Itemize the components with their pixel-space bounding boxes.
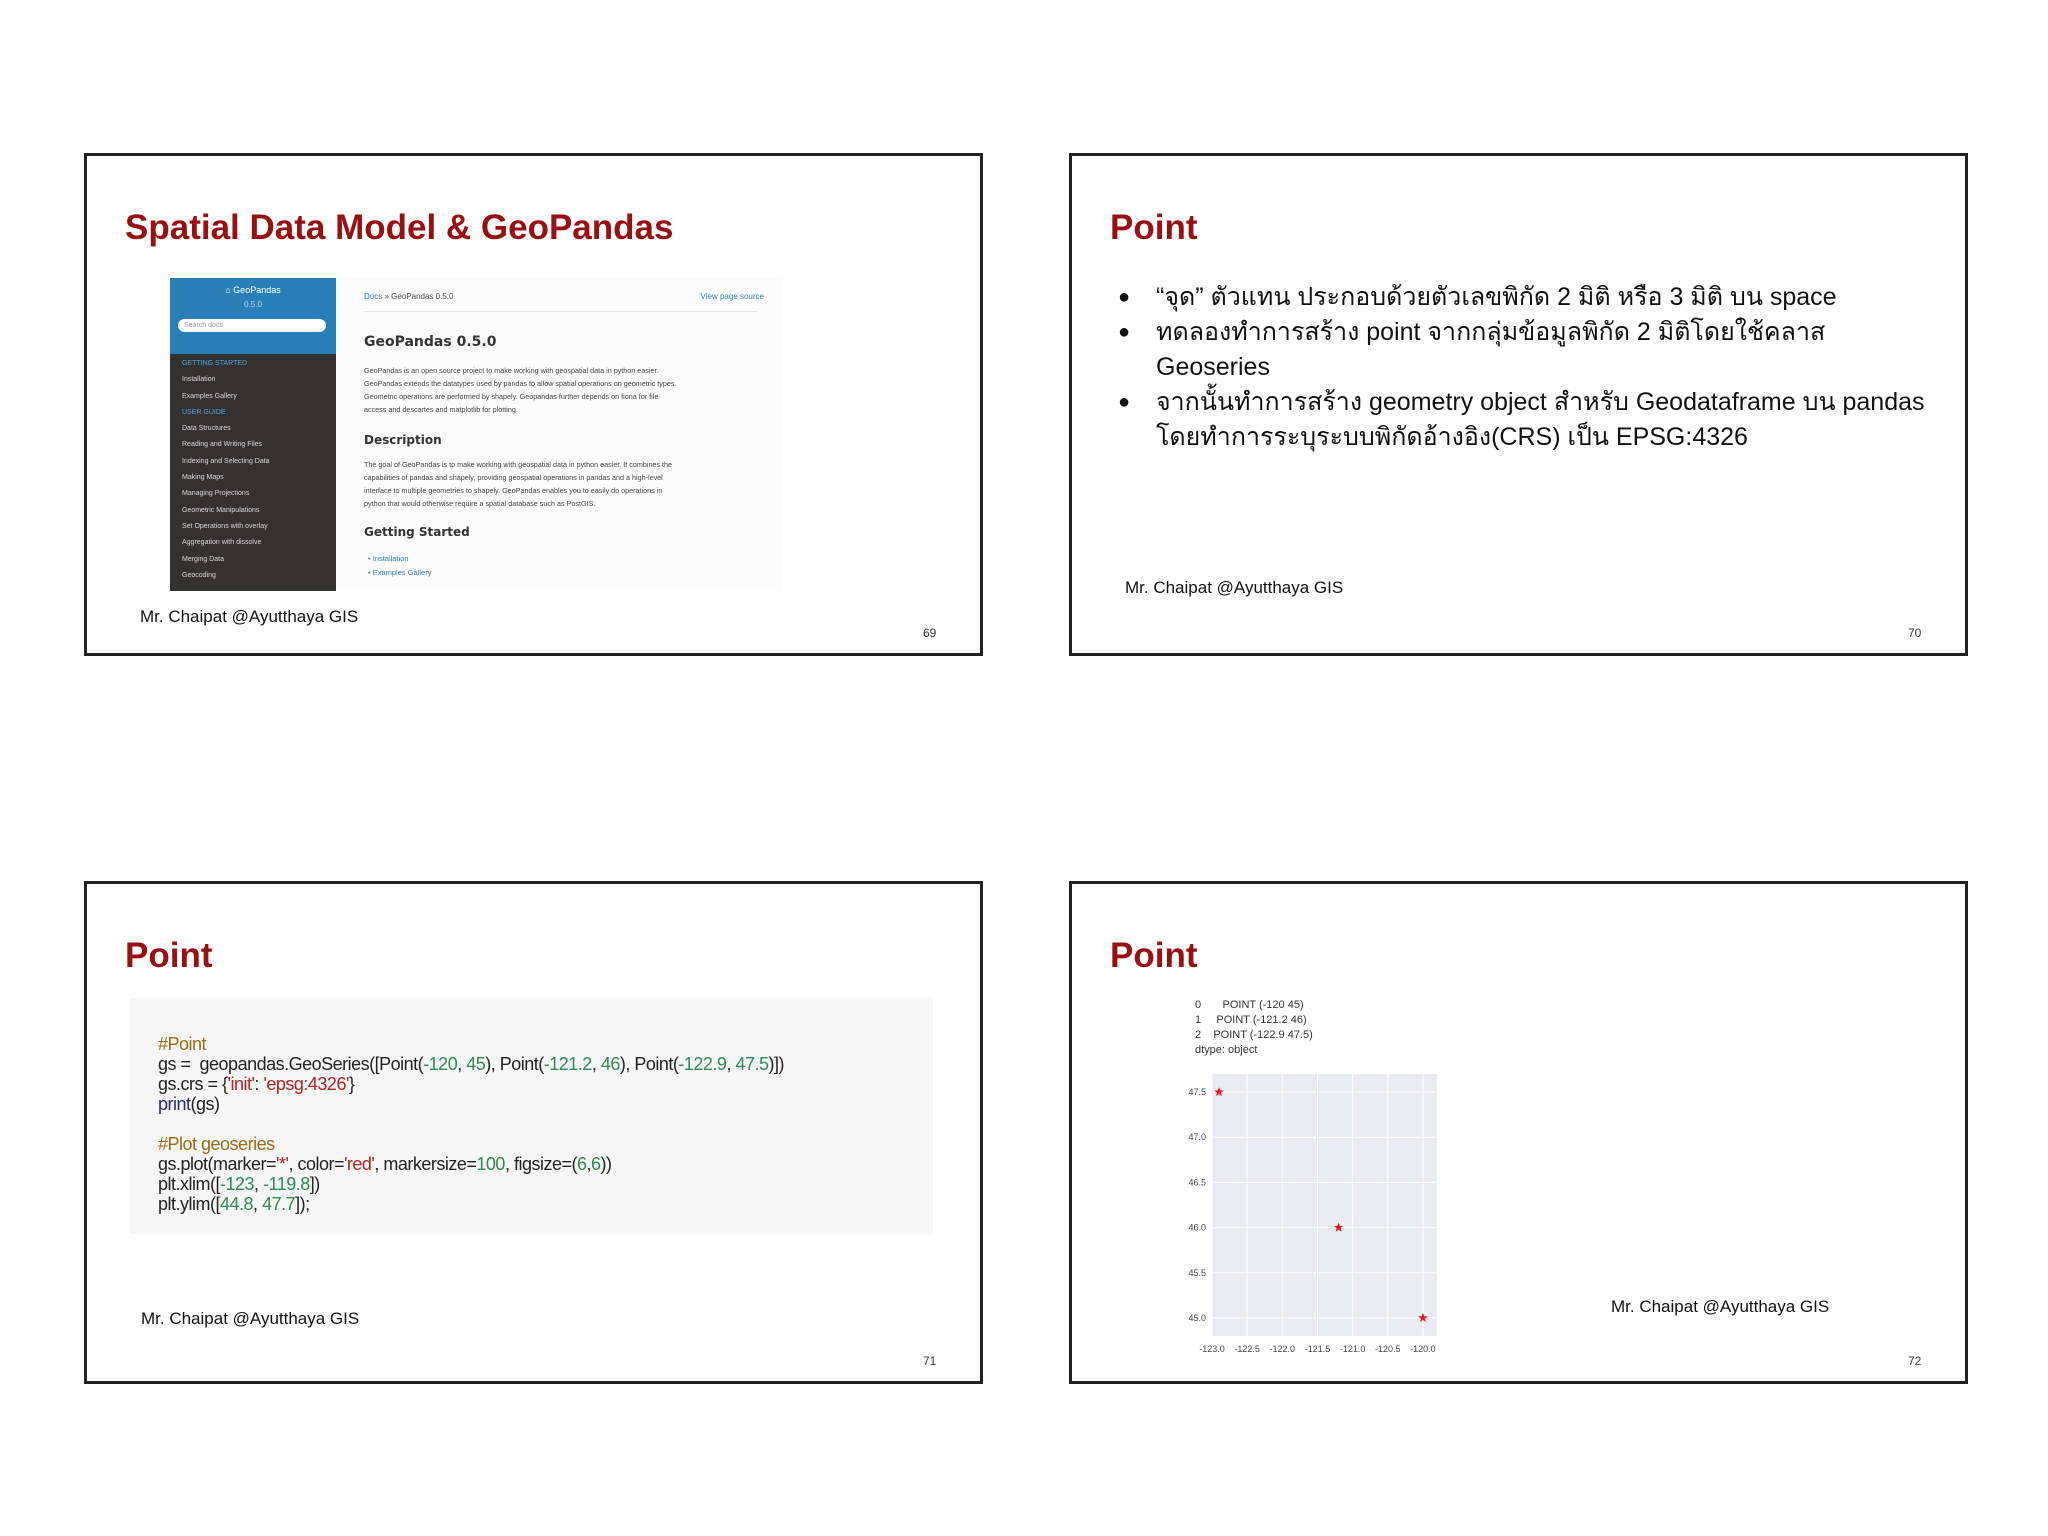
scatter-chart bbox=[1168, 1074, 1438, 1364]
docs-nav-item[interactable]: Managing Projections bbox=[182, 490, 250, 498]
code-number: 47.7 bbox=[262, 1194, 296, 1214]
code-string: 'epsg:4326' bbox=[263, 1074, 349, 1094]
slide-author: Mr. Chaipat @Ayutthaya GIS bbox=[1611, 1297, 1830, 1316]
code-line bbox=[158, 1034, 784, 1054]
code-token: gs.crs = { bbox=[158, 1074, 228, 1094]
output-line: 2 POINT (-122.9 47.5) bbox=[1195, 1029, 1313, 1041]
docs-intro-line: access and descartes and matplotlib for plotting. bbox=[364, 405, 518, 414]
code-token: , bbox=[254, 1174, 264, 1194]
docs-description-line: interface to multiple geometries to shapely. GeoPandas enables you to easily do operations in bbox=[364, 486, 663, 495]
docs-intro-line: Geometric operations are performed by shapely. Geopandas further depends on fiona for file bbox=[364, 392, 659, 401]
code-token: } bbox=[348, 1074, 355, 1094]
page-number: 70 bbox=[1908, 626, 1922, 640]
x-tick-label: -121.5 bbox=[1304, 1344, 1331, 1354]
code-token: , bbox=[253, 1194, 263, 1214]
slide-69 bbox=[84, 153, 983, 656]
docs-nav-item[interactable]: Installation bbox=[182, 376, 216, 384]
page-number: 71 bbox=[923, 1354, 937, 1368]
docs-nav-item[interactable]: Making Maps bbox=[182, 474, 224, 482]
code-number: -121.2 bbox=[543, 1054, 592, 1074]
code-string: 'init' bbox=[227, 1074, 255, 1094]
y-tick-label: 47.0 bbox=[1188, 1132, 1206, 1143]
code-function: print bbox=[158, 1094, 191, 1114]
code-number: -119.8 bbox=[263, 1174, 310, 1194]
docs-link-examples-gallery[interactable]: • Examples Gallery bbox=[368, 568, 432, 577]
code-line bbox=[158, 1154, 784, 1174]
x-tick-label: -120.5 bbox=[1375, 1344, 1401, 1354]
slide-title: Point bbox=[1110, 936, 1198, 975]
docs-nav-item[interactable]: Reading and Writing Files bbox=[182, 441, 263, 449]
code-string: 'red' bbox=[343, 1154, 375, 1174]
code-token: ]); bbox=[295, 1194, 310, 1214]
y-tick-label: 45.5 bbox=[1188, 1267, 1206, 1278]
code-token: )) bbox=[600, 1154, 612, 1174]
geopandas-docs-screenshot bbox=[170, 278, 781, 591]
page-number: 72 bbox=[1908, 1354, 1922, 1368]
docs-nav bbox=[182, 356, 332, 584]
code-token: )]) bbox=[768, 1054, 785, 1074]
slide-title: Point bbox=[1110, 208, 1198, 247]
code-token: , bbox=[591, 1054, 601, 1074]
code-number: 100 bbox=[476, 1154, 505, 1174]
docs-nav-item[interactable]: Aggregation with dissolve bbox=[182, 539, 262, 547]
code-number: -120 bbox=[423, 1054, 458, 1074]
slide-title: Point bbox=[125, 936, 213, 975]
bullet-item bbox=[1112, 315, 1932, 385]
slide-72 bbox=[1069, 881, 1968, 1384]
docs-description bbox=[364, 458, 758, 510]
breadcrumb-docs-link[interactable]: Docs bbox=[364, 292, 383, 301]
docs-nav-caption: GETTING STARTED bbox=[182, 360, 248, 367]
docs-link-installation[interactable]: • Installation bbox=[368, 554, 409, 563]
docs-heading: GeoPandas 0.5.0 bbox=[364, 334, 497, 350]
code-token: , color= bbox=[288, 1154, 344, 1174]
code-blank-line bbox=[158, 1114, 784, 1134]
docs-brand bbox=[170, 278, 336, 354]
docs-version: 0.5.0 bbox=[244, 300, 262, 309]
slide-70 bbox=[1069, 153, 1968, 656]
y-tick-label: 45.0 bbox=[1188, 1312, 1206, 1323]
slide-author: Mr. Chaipat @Ayutthaya GIS bbox=[1125, 578, 1344, 597]
docs-sidebar bbox=[170, 278, 336, 591]
code-number: -122.9 bbox=[678, 1054, 727, 1074]
code-token: ), Point( bbox=[485, 1054, 544, 1074]
docs-nav-item[interactable]: Geocoding bbox=[182, 571, 216, 579]
code-comment: #Plot geoseries bbox=[158, 1134, 275, 1154]
docs-divider bbox=[364, 311, 758, 312]
docs-intro-line: GeoPandas extends the datatypes used by pandas to allow spatial operations on geometric types. bbox=[364, 379, 677, 388]
docs-nav-item[interactable]: Geometric Manipulations bbox=[182, 506, 260, 514]
code-line bbox=[158, 1194, 784, 1214]
output-line: 1 POINT (-121.2 46) bbox=[1195, 1014, 1307, 1026]
code-token: , markersize= bbox=[374, 1154, 477, 1174]
code-token: plt.xlim([ bbox=[158, 1174, 220, 1194]
bullet-list bbox=[1112, 280, 1932, 455]
y-tick-label: 47.5 bbox=[1188, 1087, 1206, 1098]
bullet-dot-icon: ● bbox=[1118, 321, 1131, 343]
docs-description-line: capabilities of pandas and shapely, providing geospatial operations in pandas and a high-level bbox=[364, 473, 663, 482]
docs-nav-item[interactable]: Set Operations with overlay bbox=[182, 522, 268, 530]
docs-intro bbox=[364, 364, 758, 416]
code-token: plt.ylim([ bbox=[158, 1194, 220, 1214]
code-line bbox=[158, 1054, 784, 1074]
code-token: : bbox=[254, 1074, 264, 1094]
code-number: 6 bbox=[576, 1154, 587, 1174]
code-token: ]) bbox=[309, 1174, 320, 1194]
bullet-item bbox=[1112, 280, 1932, 315]
x-tick-label: -120.0 bbox=[1410, 1344, 1436, 1354]
code-number: 46 bbox=[600, 1054, 620, 1074]
docs-description-heading: Description bbox=[364, 433, 442, 447]
code-number: 44.8 bbox=[220, 1194, 254, 1214]
docs-nav-item[interactable]: Data Structures bbox=[182, 425, 231, 433]
code-line bbox=[158, 1094, 784, 1114]
docs-main bbox=[364, 278, 764, 591]
code-lines bbox=[158, 1034, 784, 1214]
breadcrumb-separator: » bbox=[384, 292, 389, 301]
code-number: 6 bbox=[591, 1154, 601, 1174]
slide-71 bbox=[84, 881, 983, 1384]
bullet-dot-icon: ● bbox=[1118, 286, 1131, 308]
code-token: gs.plot(marker= bbox=[158, 1154, 277, 1174]
bullet-text: ทดลองทำการสร้าง point จากกลุ่มข้อมูลพิกัด 2 มิติโดยใช้คลาส Geoseries bbox=[1156, 318, 1826, 381]
code-token: , bbox=[726, 1054, 736, 1074]
docs-search-input[interactable]: Search docs bbox=[178, 319, 326, 332]
code-string: '*' bbox=[276, 1154, 289, 1174]
docs-description-line: python that would otherwise require a spatial database such as PostGIS. bbox=[364, 499, 596, 508]
code-token: , bbox=[457, 1054, 467, 1074]
code-token: , figsize=( bbox=[504, 1154, 577, 1174]
code-number: 45 bbox=[466, 1054, 486, 1074]
output-line: dtype: object bbox=[1195, 1044, 1258, 1056]
docs-nav-item[interactable]: Indexing and Selecting Data bbox=[182, 457, 270, 465]
slide-author: Mr. Chaipat @Ayutthaya GIS bbox=[140, 607, 359, 626]
code-token: , bbox=[586, 1154, 591, 1174]
slide-title: Spatial Data Model & GeoPandas bbox=[125, 208, 674, 247]
code-number: -123 bbox=[220, 1174, 255, 1194]
x-tick-label: -121.0 bbox=[1339, 1344, 1366, 1354]
code-line bbox=[158, 1074, 784, 1094]
code-line bbox=[158, 1134, 784, 1154]
bullet-text: จากนั้นทำการสร้าง geometry object สำหรับ Geodataframe บน pandas โดยทำการระบุระบบพิกัดอ้างอิง(CRS) เป็น EPSG:4326 bbox=[1156, 388, 1925, 451]
breadcrumb-current: GeoPandas 0.5.0 bbox=[391, 292, 454, 301]
docs-brand-name[interactable]: ⌂ GeoPandas bbox=[225, 285, 281, 295]
view-page-source-link[interactable]: View page source bbox=[700, 292, 764, 301]
docs-nav-item[interactable]: Examples Gallery bbox=[182, 392, 237, 400]
docs-nav-caption: USER GUIDE bbox=[182, 408, 226, 416]
page-number: 69 bbox=[923, 626, 937, 640]
output-line: 0 POINT (-120 45) bbox=[1195, 999, 1304, 1011]
code-token: ), Point( bbox=[619, 1054, 679, 1074]
docs-intro-line: GeoPandas is an open source project to make working with geospatial data in python easier. bbox=[364, 366, 659, 375]
x-tick-label: -122.0 bbox=[1269, 1344, 1296, 1354]
bullet-item bbox=[1112, 385, 1932, 455]
x-tick-label: -123.0 bbox=[1199, 1344, 1225, 1354]
breadcrumb bbox=[364, 292, 453, 301]
code-comment: #Point bbox=[158, 1034, 207, 1054]
code-number: 47.5 bbox=[735, 1054, 769, 1074]
code-token: (gs) bbox=[190, 1094, 220, 1114]
docs-nav-item[interactable]: Merging Data bbox=[182, 555, 225, 563]
y-tick-label: 46.5 bbox=[1188, 1177, 1206, 1188]
slide-author: Mr. Chaipat @Ayutthaya GIS bbox=[141, 1309, 360, 1328]
docs-getting-started-heading: Getting Started bbox=[364, 525, 470, 539]
plot-area bbox=[1212, 1074, 1437, 1336]
code-token: gs = geopandas.GeoSeries([Point( bbox=[158, 1054, 424, 1074]
y-tick-label: 46.0 bbox=[1188, 1222, 1206, 1233]
docs-description-line: The goal of GeoPandas is to make working with geospatial data in python easier. It combines the bbox=[364, 460, 673, 469]
code-line bbox=[158, 1174, 784, 1194]
bullet-dot-icon: ● bbox=[1118, 391, 1131, 413]
print-output bbox=[1195, 998, 1313, 1058]
x-tick-label: -122.5 bbox=[1234, 1344, 1260, 1354]
bullet-text: “จุด” ตัวแทน ประกอบด้วยตัวเลขพิกัด 2 มิติ หรือ 3 มิติ บน space bbox=[1156, 283, 1837, 311]
code-block bbox=[130, 998, 933, 1234]
